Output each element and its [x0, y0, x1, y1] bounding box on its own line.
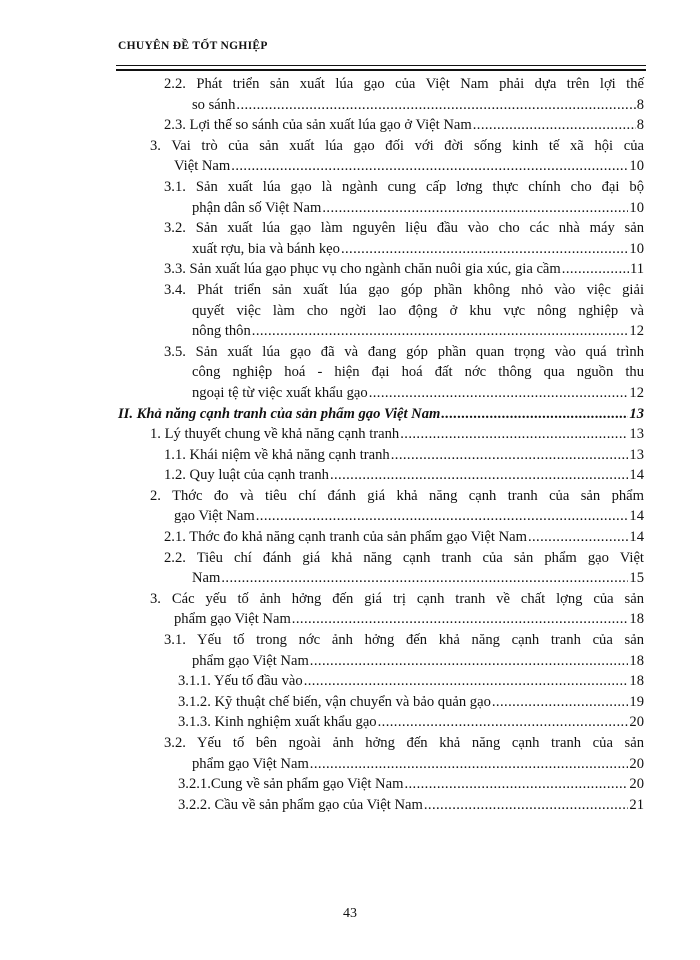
toc-entry [118, 404, 644, 425]
toc-entry-text: 2.2. Phát triển sản xuất lúa gạo của Việt Nam phải dựa trên lợi thế [164, 76, 644, 92]
toc-entry-text: quyết việc làm cho ngời lao động ở khu vực nông nghiệp và [192, 302, 644, 319]
toc-entry [178, 671, 644, 692]
toc-entry-text: Nam [192, 570, 221, 587]
toc-entry [164, 115, 644, 136]
toc-entry-leader-row [150, 156, 644, 177]
toc-entry-text: gạo Việt Nam [174, 508, 255, 525]
dot-leader [236, 95, 635, 116]
toc-entry-leader-row [178, 712, 644, 733]
toc-page-number: 8 [636, 117, 644, 134]
toc-entry-text: xuất rợu, bia và bánh kẹo [192, 240, 340, 257]
toc-entry-text: 3. Các yếu tố ảnh hởng đến giá trị cạnh tranh về chất lợng của sản [150, 590, 644, 607]
dot-leader [400, 424, 628, 445]
toc-entry [150, 424, 644, 445]
toc-page-number: 18 [629, 611, 644, 628]
toc-entry-text: 3.2. Sản xuất lúa gạo làm nguyên liệu đầu vào cho các nhà máy sản [164, 220, 644, 237]
toc-page-number: 11 [629, 261, 644, 278]
dot-leader [256, 506, 629, 527]
toc-entry-leader-row [164, 651, 644, 672]
dot-leader [322, 198, 628, 219]
toc-page-number: 18 [629, 652, 644, 669]
toc-entry [164, 218, 644, 259]
toc-entry-leader-row [164, 754, 644, 775]
toc-entry [164, 342, 644, 404]
toc-entry-text: 3.2. Yếu tố bên ngoài ảnh hởng đến khả năng cạnh tranh của sản [164, 735, 644, 751]
toc-entry [178, 712, 644, 733]
toc-page-number: 13 [629, 446, 644, 463]
toc-entry-leader-row [150, 506, 644, 527]
dot-leader [424, 795, 629, 816]
dot-leader [404, 774, 628, 795]
toc-entry-text: 2.2. Tiêu chí đánh giá khả năng cạnh tranh của sản phẩm gạo Việt [164, 549, 644, 566]
toc-entry [150, 486, 644, 527]
toc-entry-text: 3.1. Sản xuất lúa gạo là ngành cung cấp lơng thực chính cho đại bộ [164, 178, 644, 195]
toc-entry-leader-row [164, 568, 644, 589]
toc-entry-text: phẩm gạo Việt Nam [174, 611, 291, 628]
toc-entry-leader-row [164, 198, 644, 219]
toc-page-number: 13 [629, 405, 644, 422]
toc-entry-leader-row [164, 95, 644, 116]
dot-leader [304, 671, 629, 692]
toc-entry-leader-row [164, 259, 644, 280]
toc-entry [178, 795, 644, 816]
toc-page-number: 15 [629, 570, 644, 587]
toc-page-number: 10 [629, 158, 644, 175]
toc-entry-text: phẩm gạo Việt Nam [192, 755, 309, 772]
document-header: CHUYÊN ĐỀ TỐT NGHIỆP [118, 40, 268, 52]
toc-page-number: 12 [629, 384, 644, 401]
toc-entry-text: ngoại tệ từ việc xuất khẩu gạo [192, 384, 368, 401]
toc-page-number: 21 [629, 796, 644, 813]
toc-entry-text: 3.1.1. Yếu tố đầu vào [178, 673, 303, 690]
toc-page-number: 18 [629, 673, 644, 690]
toc-entry-leader-row [164, 115, 644, 136]
toc-entry [164, 259, 644, 280]
toc-entry [164, 177, 644, 218]
toc-entry-text: công nghiệp hoá - hiện đại hoá đất nớc thông qua nguồn thu [192, 364, 644, 381]
toc-entry-text: 3.1.2. Kỹ thuật chế biến, vận chuyển và bảo quản gạo [178, 693, 491, 710]
toc-entry [178, 774, 644, 795]
dot-leader [341, 239, 628, 260]
toc-entry [164, 445, 644, 466]
toc-entry-text: 2.1. Thớc đo khả năng cạnh tranh của sản phẩm gạo Việt Nam [164, 529, 527, 546]
toc-entry-leader-row [150, 609, 644, 630]
toc-page-number: 14 [629, 508, 644, 525]
toc-entry-leader-row [178, 692, 644, 713]
toc-entry-leader-row [178, 671, 644, 692]
toc-page-number: 10 [629, 199, 644, 216]
toc-entry-text: 2. Thớc đo và tiêu chí đánh giá khả năng cạnh tranh của sản phẩm [150, 487, 644, 504]
dot-leader [330, 465, 628, 486]
toc-entry-text: 3.1.3. Kinh nghiệm xuất khẩu gạo [178, 714, 377, 731]
toc-entry [164, 527, 644, 548]
dot-leader [221, 568, 628, 589]
toc-entry [164, 733, 644, 774]
toc-entry-leader-row [164, 445, 644, 466]
dot-leader [492, 692, 629, 713]
dot-leader [310, 651, 629, 672]
toc-entry-text: 3.5. Sản xuất lúa gạo đã và đang góp phần quan trọng vào quá trình [164, 343, 644, 360]
toc-entry-leader-row [164, 321, 644, 342]
toc-entry-text: 3.3. Sản xuất lúa gạo phục vụ cho ngành chăn nuôi gia xúc, gia cầm [164, 261, 561, 278]
toc-page-number: 13 [629, 426, 644, 443]
dot-leader [528, 527, 628, 548]
toc-entry-text: 3.1. Yếu tố trong nớc ảnh hởng đến khả năng cạnh tranh của sản [164, 632, 644, 649]
dot-leader [369, 383, 629, 404]
toc-entry-text: 2.3. Lợi thế so sánh của sản xuất lúa gạo ở Việt Nam [164, 117, 472, 134]
toc-entry-leader-row [118, 404, 644, 425]
header-rule-thick [116, 69, 646, 71]
toc-entry-text: II. Khả năng cạnh tranh của sản phẩm gạo Việt Nam [118, 405, 441, 422]
toc-entry [164, 280, 644, 342]
toc-page-number: 12 [629, 323, 644, 340]
header-rule-thin [116, 65, 646, 66]
toc-page-number: 10 [629, 240, 644, 257]
toc-entry-text: so sánh [192, 96, 236, 113]
dot-leader [473, 115, 636, 136]
toc-entry-text: 3.2.1.Cung về sản phẩm gạo Việt Nam [178, 776, 404, 793]
toc-page-number: 20 [629, 755, 644, 772]
toc-page-number: 14 [629, 529, 644, 546]
toc-entry-leader-row [178, 795, 644, 816]
toc-page-number: 14 [629, 467, 644, 484]
toc-entry [164, 548, 644, 589]
toc-entry-leader-row [164, 465, 644, 486]
toc-entry [164, 74, 644, 115]
toc-entry [150, 136, 644, 177]
toc-entry-text: 1.1. Khái niệm về khả năng cạnh tranh [164, 446, 390, 463]
toc-entry [164, 465, 644, 486]
toc-entry-text: 1. Lý thuyết chung về khả năng cạnh tranh [150, 426, 400, 443]
toc-entry-leader-row [164, 383, 644, 404]
toc-entry [178, 692, 644, 713]
toc-page-number: 20 [629, 714, 644, 731]
dot-leader [378, 712, 629, 733]
dot-leader [562, 259, 629, 280]
toc-entry-text: 3.2.2. Cầu về sản phẩm gạo của Việt Nam [178, 796, 423, 813]
dot-leader [441, 404, 628, 425]
page-number: 43 [343, 906, 357, 921]
dot-leader [252, 321, 629, 342]
toc-entry-text: 3. Vai trò của sản xuất lúa gạo đối với đời sống kinh tế xã hội của [150, 137, 644, 154]
toc-entry [150, 589, 644, 630]
toc-entry-text: phẩm gạo Việt Nam [192, 652, 309, 669]
dot-leader [292, 609, 629, 630]
dot-leader [310, 754, 629, 775]
toc-page-number: 8 [636, 96, 644, 113]
dot-leader [231, 156, 628, 177]
toc-entry-text: 3.4. Phát triển sản xuất lúa gạo góp phần không nhỏ vào việc giải [164, 281, 644, 298]
dot-leader [391, 445, 629, 466]
toc-entry-leader-row [150, 424, 644, 445]
toc-entry-leader-row [164, 527, 644, 548]
toc-page-number: 20 [629, 776, 644, 793]
toc-entry-leader-row [164, 239, 644, 260]
toc-entry-text: Việt Nam [174, 158, 231, 175]
toc-page-number: 19 [629, 693, 644, 710]
toc-entry [164, 630, 644, 671]
toc-entry-leader-row [178, 774, 644, 795]
toc-entry-text: phận dân số Việt Nam [192, 199, 322, 216]
table-of-contents [118, 74, 644, 815]
toc-entry-text: nông thôn [192, 323, 251, 340]
toc-entry-text: 1.2. Quy luật của cạnh tranh [164, 467, 329, 484]
